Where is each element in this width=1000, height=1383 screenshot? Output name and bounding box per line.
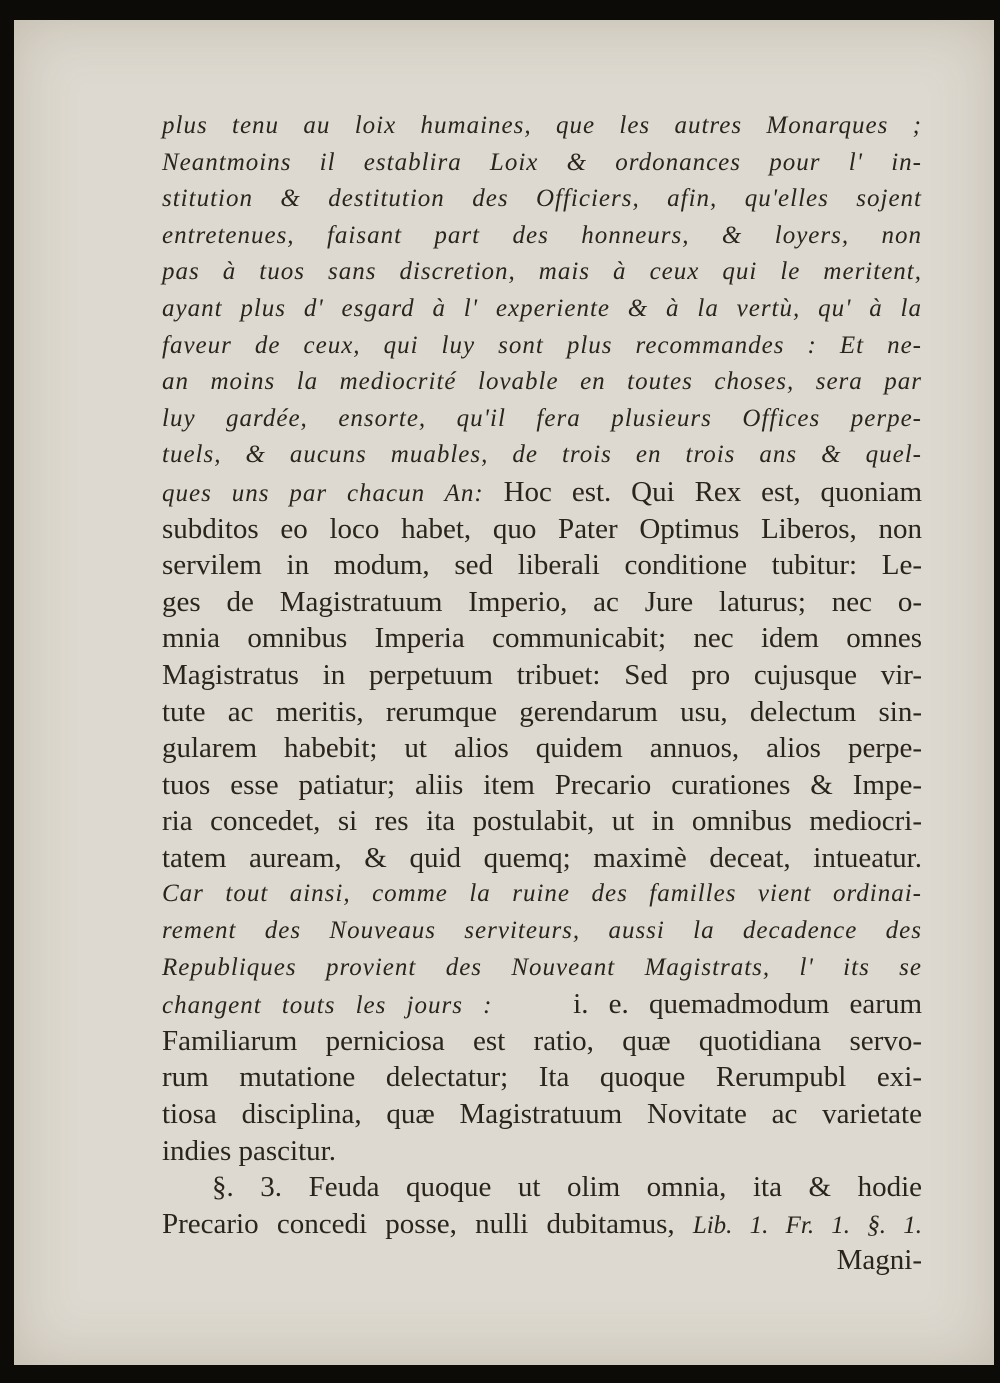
text-line: mnia omnibus Imperia communicabit; nec idem omnes — [162, 622, 922, 655]
text-line-mixed — [162, 474, 922, 511]
text-line: tiosa disciplina, quæ Magistratuum Novitate ac varietate — [162, 1098, 922, 1131]
text-line: rum mutatione delectatur; Ita quoque Rerumpubl exi- — [162, 1061, 922, 1094]
text-line: an moins la mediocrité lovable en toutes choses, sera par — [162, 368, 922, 396]
text-line: luy gardée, ensorte, qu'il fera plusieurs Offices perpe- — [162, 404, 922, 432]
text-line: tute ac meritis, rerumque gerendarum usu, delectum sin- — [162, 695, 922, 728]
book-page — [14, 20, 994, 1365]
latin-segment: Precario concedi posse, nulli dubitamus, — [162, 1207, 675, 1240]
text-line: Neantmoins il establira Loix & ordonances pour l' in- — [162, 148, 922, 176]
reference-citation: Lib. 1. Fr. 1. §. 1. — [692, 1211, 922, 1239]
italic-segment: changent touts les jours : — [162, 992, 493, 1020]
text-line: gularem habebit; ut alios quidem annuos, alios perpe- — [162, 732, 922, 765]
text-line: ayant plus d' esgard à l' experiente & à la vertù, qu' à la — [162, 294, 922, 322]
text-line: Magistratus in perpetuum tribuet: Sed pro cujusque vir- — [162, 658, 922, 691]
text-line: subditos eo loco habet, quo Pater Optimus Liberos, non — [162, 512, 922, 545]
text-line: tatem auream, & quid quemq; maximè deceat, intueatur. — [162, 841, 922, 874]
text-line: ria concedet, si res ita postulabit, ut in omnibus mediocri- — [162, 805, 922, 838]
section-heading-line: §. 3. Feuda quoque ut olim omnia, ita & hodie — [212, 1171, 922, 1204]
text-line-mixed — [162, 1206, 922, 1243]
text-line: rement des Nouveaus serviteurs, aussi la decadence des — [162, 917, 922, 945]
text-line: tuos esse patiatur; aliis item Precario curationes & Impe- — [162, 768, 922, 801]
italic-segment: ques uns par chacun An: — [162, 479, 484, 507]
text-line: Familiarum perniciosa est ratio, quæ quotidiana servo- — [162, 1024, 922, 1057]
page-text — [162, 108, 922, 1279]
text-line: Car tout ainsi, comme la ruine des familles vient ordinai- — [162, 880, 922, 908]
text-line: tuels, & aucuns muables, de trois en trois ans & quel- — [162, 441, 922, 469]
text-line-mixed — [162, 986, 922, 1023]
latin-segment: i. e. quemadmodum earum — [573, 988, 922, 1021]
text-line: entretenues, faisant part des honneurs, & loyers, non — [162, 221, 922, 249]
text-line: ges de Magistratuum Imperio, ac Jure laturus; nec o- — [162, 585, 922, 618]
text-line: servilem in modum, sed liberali conditione tubitur: Le- — [162, 549, 922, 582]
text-line: Republiques provient des Nouveant Magistrats, l' its se — [162, 953, 922, 981]
text-line: pas à tuos sans discretion, mais à ceux qui le meritent, — [162, 258, 922, 286]
text-line: plus tenu au loix humaines, que les autres Monarques ; — [162, 112, 922, 139]
text-line: faveur de ceux, qui luy sont plus recommandes : Et ne- — [162, 331, 922, 359]
text-line: indies pascitur. — [162, 1134, 336, 1167]
catchword: Magni- — [836, 1244, 922, 1277]
text-line: stitution & destitution des Officiers, afin, qu'elles sojent — [162, 185, 922, 213]
latin-segment: Hoc est. Qui Rex est, quoniam — [503, 475, 923, 508]
